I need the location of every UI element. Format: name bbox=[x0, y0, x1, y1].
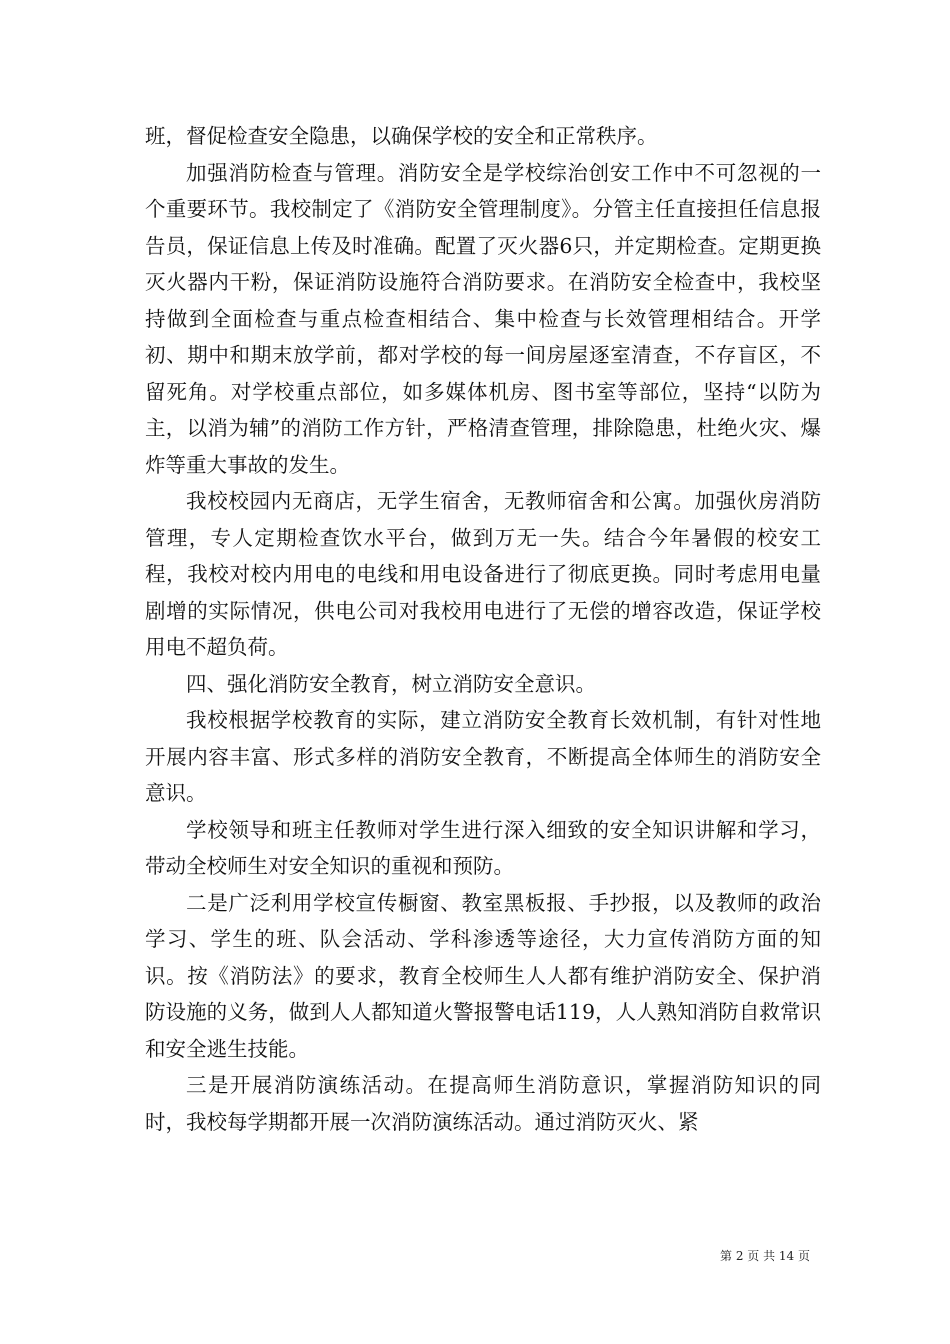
document-body bbox=[145, 118, 821, 1140]
paragraph-7: 二是广泛利用学校宣传橱窗、教室黑板报、手抄报，以及教师的政治学习、学生的班、队会活动、学科渗透等途径，大力宣传消防方面的知识。按《消防法》的要求，教育全校师生人人都有维护消防安全、保护消防设施的义务，做到人人都知道火警报警电话119，人人熟知消防自救常识和安全逃生技能。 bbox=[145, 890, 821, 1061]
section-heading-4: 四、强化消防安全教育，树立消防安全意识。 bbox=[186, 671, 596, 696]
page-number-footer: 第 2 页 共 14 页 bbox=[720, 1249, 810, 1263]
paragraph-5: 我校根据学校教育的实际，建立消防安全教育长效机制，有针对性地开展内容丰富、形式多样的消防安全教育，不断提高全体师生的消防安全意识。 bbox=[145, 708, 821, 805]
paragraph-8: 三是开展消防演练活动。在提高师生消防意识，掌握消防知识的同时，我校每学期都开展一次消防演练活动。通过消防灭火、紧 bbox=[145, 1073, 821, 1134]
paragraph-3: 我校校园内无商店，无学生宿舍，无教师宿舍和公寓。加强伙房消防管理，专人定期检查饮水平台，做到万无一失。结合今年暑假的校安工程，我校对校内用电的电线和用电设备进行了彻底更换。同时考虑用电量剧增的实际情况，供电公司对我校用电进行了无偿的增容改造，保证学校用电不超负荷。 bbox=[145, 489, 821, 659]
paragraph-6: 学校领导和班主任教师对学生进行深入细致的安全知识讲解和学习，带动全校师生对安全知识的重视和预防。 bbox=[145, 817, 821, 878]
paragraph-1: 班，督促检查安全隐患，以确保学校的安全和正常秩序。 bbox=[145, 124, 658, 148]
paragraph-2: 加强消防检查与管理。消防安全是学校综治创安工作中不可忽视的一个重要环节。我校制定了《消防安全管理制度》。分管主任直接担任信息报告员，保证信息上传及时准确。配置了灭火器6只，并定期检查。定期更换灭火器内干粉，保证消防设施符合消防要求。在消防安全检查中，我校坚持做到全面检查与重点检查相结合、集中检查与长效管理相结合。开学初、期中和期末放学前，都对学校的每一间房屋逐室清查，不存盲区，不留死角。对学校重点部位，如多媒体机房、图书室等部位，坚持“以防为主，以消为辅”的消防工作方针，严格清查管理，排除隐患，杜绝火灾、爆炸等重大事故的发生。 bbox=[145, 160, 821, 477]
